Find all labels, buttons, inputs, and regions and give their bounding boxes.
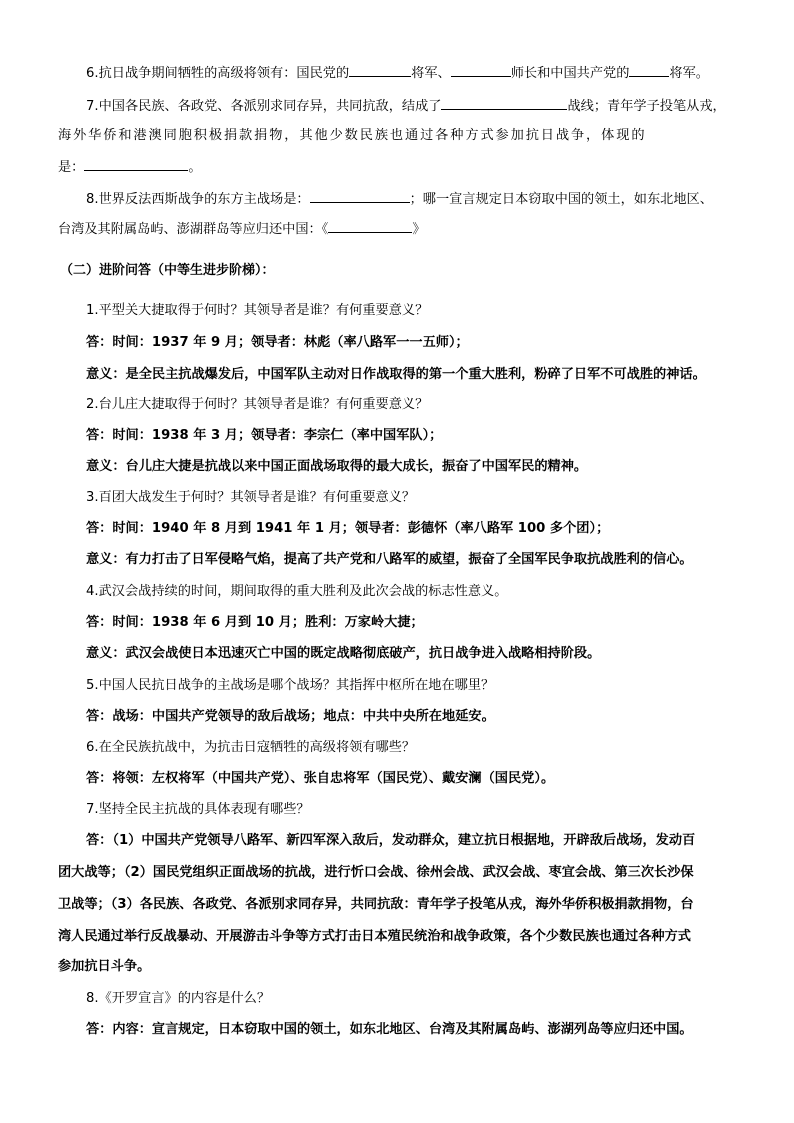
fill-question-7-line-2: 海外华侨和港澳同胞积极捐款捐物，其他少数民族也通过各种方式参加抗日战争，体现的 bbox=[58, 128, 647, 143]
question-2: 2.台儿庄大捷取得于何时？其领导者是谁？有何重要意义？ bbox=[86, 397, 429, 412]
answer-8: 答：内容：宣言规定，日本窃取中国的领土，如东北地区、台湾及其附属岛屿、澎湖列岛等应归还中国。 bbox=[86, 1022, 693, 1037]
fill-question-8-line-2 bbox=[58, 219, 748, 239]
question-8: 8.《开罗宣言》的内容是什么？ bbox=[86, 991, 271, 1006]
blank-field bbox=[310, 189, 410, 203]
question-5: 5.中国人民抗日战争的主战场是哪个战场？其指挥中枢所在地在哪里？ bbox=[86, 678, 495, 693]
answer-5: 答：战场：中国共产党领导的敌后战场；地点：中共中央所在地延安。 bbox=[86, 709, 495, 724]
question-7: 7.坚持全民主抗战的具体表现有哪些？ bbox=[86, 802, 310, 817]
section-title: （二）进阶问答（中等生进步阶梯）： bbox=[60, 263, 275, 278]
answer-3: 答：时间：1940 年 8 月到 1941 年 1 月；领导者：彭德怀（率八路军 100 多个团）； bbox=[86, 521, 610, 536]
answer-7-line-5: 参加抗日斗争。 bbox=[58, 959, 151, 974]
fill-q6-text-1: 6.抗日战争期间牺牲的高级将领有：国民党的 bbox=[86, 66, 350, 81]
fill-q6-text-2: 将军、 bbox=[411, 66, 451, 81]
fill-q8-text-4: 》 bbox=[412, 222, 426, 237]
significance-2: 意义：台儿庄大捷是抗战以来中国正面战场取得的最大成长，振奋了中国军民的精神。 bbox=[86, 459, 588, 474]
fill-q7-text-1: 7.中国各民族、各政党、各派别求同存异，共同抗敌，结成了 bbox=[86, 99, 442, 114]
fill-q6-text-3: 师长和中国共产党的 bbox=[510, 66, 630, 81]
fill-q7-text-4: 。 bbox=[188, 160, 202, 175]
fill-question-7-line-3 bbox=[58, 157, 748, 177]
fill-q8-text-3: 台湾及其附属岛屿、澎湖群岛等应归还中国：《 bbox=[58, 222, 329, 237]
fill-q6-text-4: 将军。 bbox=[669, 66, 709, 81]
blank-field bbox=[349, 63, 411, 77]
blank-field bbox=[629, 63, 669, 77]
fill-q8-text-2: ；哪一宣言规定日本窃取中国的领土，如东北地区、 bbox=[409, 192, 713, 207]
answer-7-line-1: 答：（1）中国共产党领导八路军、新四军深入敌后，发动群众，建立抗日根据地，开辟敌后战场，发动百 bbox=[86, 833, 696, 848]
answer-1: 答：时间：1937 年 9 月；领导者：林彪（率八路军一一五师）； bbox=[86, 335, 469, 350]
significance-4: 意义：武汉会战使日本迅速灭亡中国的既定战略彻底破产，抗日战争进入战略相持阶段。 bbox=[86, 646, 601, 661]
fill-q7-text-2: 战线；青年学子投笔从戎， bbox=[567, 99, 726, 114]
answer-6: 答：将领：左权将军（中国共产党）、张自忠将军（国民党）、戴安澜（国民党）。 bbox=[86, 771, 555, 786]
answer-7-line-3: 卫战等；（3）各民族、各政党、各派别求同存异，共同抗敌：青年学子投笔从戎，海外华侨积极捐款捐物，台 bbox=[58, 897, 694, 912]
blank-field bbox=[328, 219, 412, 233]
question-6: 6.在全民族抗战中，为抗击日寇牺牲的高级将领有哪些？ bbox=[86, 740, 416, 755]
question-4: 4.武汉会战持续的时间，期间取得的重大胜利及此次会战的标志性意义。 bbox=[86, 584, 508, 599]
fill-q8-text-1: 8.世界反法西斯战争的东方主战场是： bbox=[86, 192, 310, 207]
fill-question-7-line-1 bbox=[86, 96, 748, 116]
answer-7-line-2: 团大战等；（2）国民党组织正面战场的抗战，进行忻口会战、徐州会战、武汉会战、枣宜会战、第三次长沙保 bbox=[58, 865, 694, 880]
fill-question-6 bbox=[86, 63, 748, 83]
answer-7-line-4: 湾人民通过举行反战暴动、开展游击斗争等方式打击日本殖民统治和战争政策，各个少数民族也通过各种方式 bbox=[58, 929, 691, 944]
question-3: 3.百团大战发生于何时？其领导者是谁？有何重要意义？ bbox=[86, 490, 416, 505]
significance-1: 意义：是全民主抗战爆发后，中国军队主动对日作战取得的第一个重大胜利，粉碎了日军不可战胜的神话。 bbox=[86, 367, 706, 382]
significance-3: 意义：有力打击了日军侵略气焰，提高了共产党和八路军的威望，振奋了全国军民争取抗战胜利的信心。 bbox=[86, 552, 693, 567]
blank-field bbox=[441, 96, 567, 110]
fill-q7-text-3: 是： bbox=[58, 160, 85, 175]
question-1: 1.平型关大捷取得于何时？其领导者是谁？有何重要意义？ bbox=[86, 303, 429, 318]
blank-field bbox=[451, 63, 511, 77]
answer-2: 答：时间：1938 年 3 月；领导者：李宗仁（率中国军队）； bbox=[86, 428, 443, 443]
fill-question-8-line-1 bbox=[86, 189, 748, 209]
blank-field bbox=[84, 157, 188, 171]
answer-4: 答：时间：1938 年 6 月到 10 月；胜利：万家岭大捷； bbox=[86, 615, 424, 630]
